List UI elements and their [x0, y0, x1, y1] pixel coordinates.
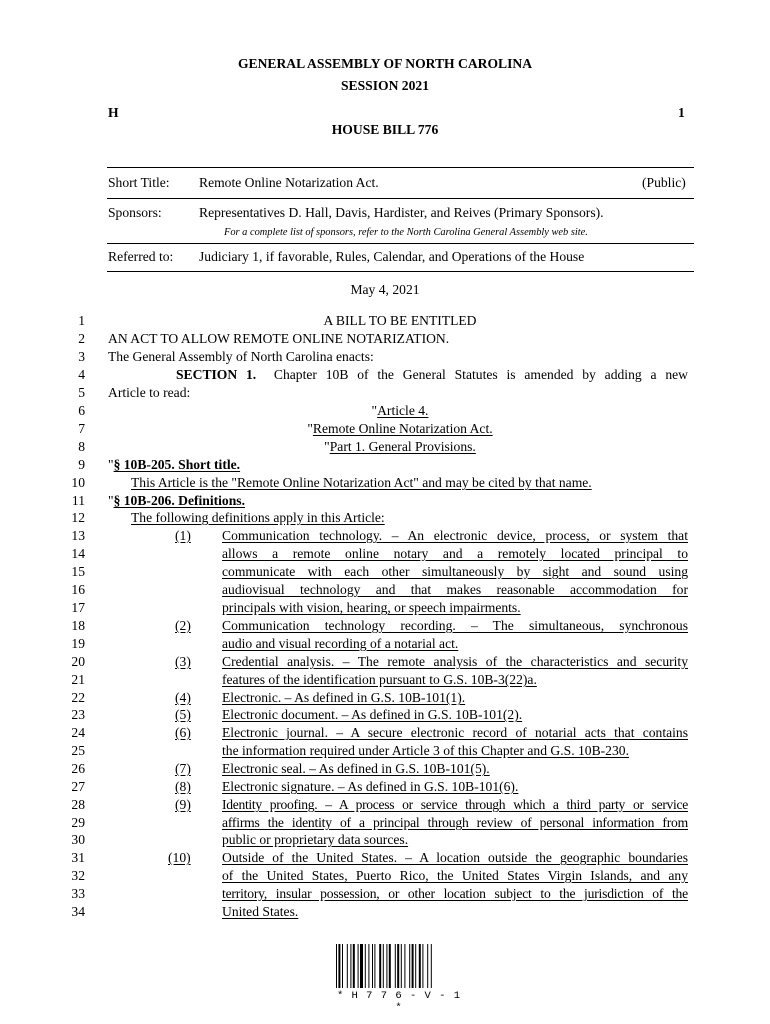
barcode-bar: [397, 944, 399, 988]
definition-text: audio and visual recording of a notarial act.: [222, 636, 459, 651]
divider: [107, 198, 694, 199]
barcode-bar: [336, 944, 337, 988]
definition-number: (8): [175, 779, 191, 794]
divider: [107, 243, 694, 244]
barcode-bar: [350, 944, 351, 988]
section-1-continued: Article to read:: [108, 385, 191, 400]
line-number: 4: [78, 367, 85, 382]
divider: [107, 271, 694, 272]
barcode-bar: [358, 944, 359, 988]
session-title: SESSION 2021: [340, 78, 429, 93]
definition-text: Electronic. – As defined in G.S. 10B-101(1).: [222, 690, 466, 705]
act-title: AN ACT TO ALLOW REMOTE ONLINE NOTARIZATION.: [108, 331, 450, 346]
definition-text: Outside of the United States. – A location outside the geographic boundaries: [222, 850, 688, 865]
definition-text: of the United States, Puerto Rico, the United States Virgin Islands, and any: [222, 868, 688, 883]
barcode-bar: [338, 944, 340, 988]
quote-mark: ": [108, 457, 114, 472]
line-number: 25: [71, 743, 85, 758]
definition-text: allows a remote online notary and a remotely located principal to: [222, 546, 688, 561]
referred-label: Referred to:: [108, 249, 174, 264]
bill-heading: A BILL TO BE ENTITLED: [323, 313, 477, 328]
definition-text: Electronic document. – As defined in G.S. 10B-101(2).: [222, 707, 523, 722]
line-number: 23: [71, 707, 85, 722]
line-number: 1: [78, 313, 85, 328]
barcode-bar: [379, 944, 381, 988]
section-text: Chapter 10B of the General Statutes is amended by adding a new: [273, 367, 689, 382]
definition-number: (10): [168, 850, 191, 865]
quote-mark: ": [307, 421, 313, 436]
quote-mark: ": [108, 493, 114, 508]
line-number: 10: [71, 475, 85, 490]
definition-text: Credential analysis. – The remote analysis of the characteristics and security: [222, 654, 688, 669]
line-number: 9: [78, 457, 85, 472]
section-205-text: This Article is the "Remote Online Notarization Act" and may be cited by that name.: [131, 475, 592, 490]
definitions-intro: The following definitions apply in this Article:: [131, 510, 385, 525]
line-number: 26: [71, 761, 85, 776]
line-number: 11: [71, 493, 85, 508]
barcode-bar: [431, 944, 432, 988]
barcode-bar: [404, 944, 405, 988]
line-number: 13: [71, 528, 85, 543]
line-number: 5: [78, 385, 85, 400]
chamber-letter: H: [108, 105, 119, 120]
definition-text: United States.: [222, 904, 299, 919]
barcode-bar: [427, 944, 428, 988]
barcode-bar: [409, 944, 410, 988]
enacting-clause: The General Assembly of North Carolina enacts:: [108, 349, 374, 364]
definition-text: Identity proofing. – A process or service through which a third party or service: [222, 797, 688, 812]
referred-to: Judiciary 1, if favorable, Rules, Calendar, and Operations of the House: [199, 249, 585, 264]
definition-text: affirms the identity of a principal through review of personal information from: [222, 815, 688, 830]
sponsors-note: For a complete list of sponsors, refer to the North Carolina General Assembly web site.: [224, 227, 588, 238]
definition-text: Communication technology recording. – The simultaneous, synchronous: [222, 618, 688, 633]
line-number: 30: [71, 832, 85, 847]
line-number: 14: [71, 546, 85, 561]
line-number: 34: [71, 904, 85, 919]
line-number: 2: [78, 331, 85, 346]
assembly-title: GENERAL ASSEMBLY OF NORTH CAROLINA: [237, 56, 533, 71]
barcode-bar: [374, 944, 375, 988]
line-number: 21: [71, 672, 85, 687]
article-heading: [0, 403, 770, 419]
section-1-line: [176, 367, 688, 383]
part-title-text: Part 1. General Provisions.: [329, 439, 476, 454]
line-number: 27: [71, 779, 85, 794]
section-206-title: § 10B-206. Definitions.: [113, 493, 245, 508]
definition-number: (9): [175, 797, 191, 812]
bill-title: HOUSE BILL 776: [331, 122, 439, 137]
barcode-bar: [389, 944, 391, 988]
line-number: 18: [71, 618, 85, 633]
barcode-bar: [368, 944, 369, 988]
definition-text: Electronic seal. – As defined in G.S. 10B-101(5).: [222, 761, 490, 776]
barcode-bar: [412, 944, 414, 988]
barcode: [336, 944, 462, 988]
part-heading: [0, 439, 770, 455]
definition-text: Communication technology. – An electronic device, process, or system that: [222, 528, 688, 543]
short-title-label: Short Title:: [108, 175, 170, 190]
section-label: SECTION 1.: [176, 367, 257, 382]
line-number: 24: [71, 725, 85, 740]
line-number: 22: [71, 690, 85, 705]
barcode-bar: [422, 944, 423, 988]
definition-text: Electronic signature. – As defined in G.S. 10B-101(6).: [222, 779, 519, 794]
divider: [107, 167, 694, 168]
section-205-title: § 10B-205. Short title.: [113, 457, 241, 472]
barcode-bar: [347, 944, 348, 988]
section-206-heading: [108, 493, 245, 509]
definition-text: communicate with each other simultaneously by sight and sound using: [222, 564, 688, 579]
barcode-bar: [415, 944, 416, 988]
section-205-heading: [108, 457, 240, 473]
barcode-bar: [383, 944, 384, 988]
line-number: 32: [71, 868, 85, 883]
public-label: (Public): [642, 175, 686, 190]
barcode-bar: [401, 944, 402, 988]
quote-mark: ": [324, 439, 330, 454]
barcode-bar: [360, 944, 363, 988]
article-title: [0, 421, 770, 437]
definition-number: (7): [175, 761, 191, 776]
version-number: 1: [678, 105, 685, 120]
sponsors-label: Sponsors:: [108, 205, 162, 220]
barcode-bar: [353, 944, 355, 988]
line-number: 28: [71, 797, 85, 812]
line-number: 19: [71, 636, 85, 651]
barcode-bar: [395, 944, 396, 988]
barcode-text: * H 7 7 6 - V - 1 *: [336, 990, 462, 1014]
line-number: 16: [71, 582, 85, 597]
line-number: 6: [78, 403, 85, 418]
barcode-bar: [386, 944, 387, 988]
definition-text: Electronic journal. – A secure electronic record of notarial acts that contains: [222, 725, 688, 740]
definition-number: (1): [175, 528, 191, 543]
definition-text: principals with vision, hearing, or speech impairments.: [222, 600, 521, 615]
line-number: 20: [71, 654, 85, 669]
definition-number: (3): [175, 654, 191, 669]
barcode-bar: [365, 944, 366, 988]
line-number: 3: [78, 349, 85, 364]
article-number: Article 4.: [377, 403, 429, 418]
definition-text: features of the identification pursuant to G.S. 10B-3(22)a.: [222, 672, 537, 687]
article-title-text: Remote Online Notarization Act.: [312, 421, 493, 436]
definition-text: territory, insular possession, or other location subject to the jurisdiction of the: [222, 886, 688, 901]
definition-text: the information required under Article 3 of this Chapter and G.S. 10B-230.: [222, 743, 629, 758]
line-number: 7: [78, 421, 85, 436]
line-number: 15: [71, 564, 85, 579]
short-title: Remote Online Notarization Act.: [199, 175, 379, 190]
quote-mark: ": [371, 403, 378, 418]
definition-number: (6): [175, 725, 191, 740]
line-number: 31: [71, 850, 85, 865]
line-number: 12: [71, 510, 85, 525]
line-number: 33: [71, 886, 85, 901]
definition-text: public or proprietary data sources.: [222, 832, 409, 847]
line-number: 29: [71, 815, 85, 830]
line-number: 8: [78, 439, 85, 454]
line-number: 17: [71, 600, 85, 615]
definition-text: audiovisual technology and that makes reasonable accommodation for: [222, 582, 688, 597]
barcode-bar: [419, 944, 421, 988]
definition-number: (2): [175, 618, 191, 633]
barcode-bar: [342, 944, 343, 988]
barcode-bar: [372, 944, 373, 988]
definition-number: (4): [175, 690, 191, 705]
definition-number: (5): [175, 707, 191, 722]
bill-date: May 4, 2021: [350, 282, 420, 297]
sponsors: Representatives D. Hall, Davis, Hardister, and Reives (Primary Sponsors).: [199, 205, 604, 220]
